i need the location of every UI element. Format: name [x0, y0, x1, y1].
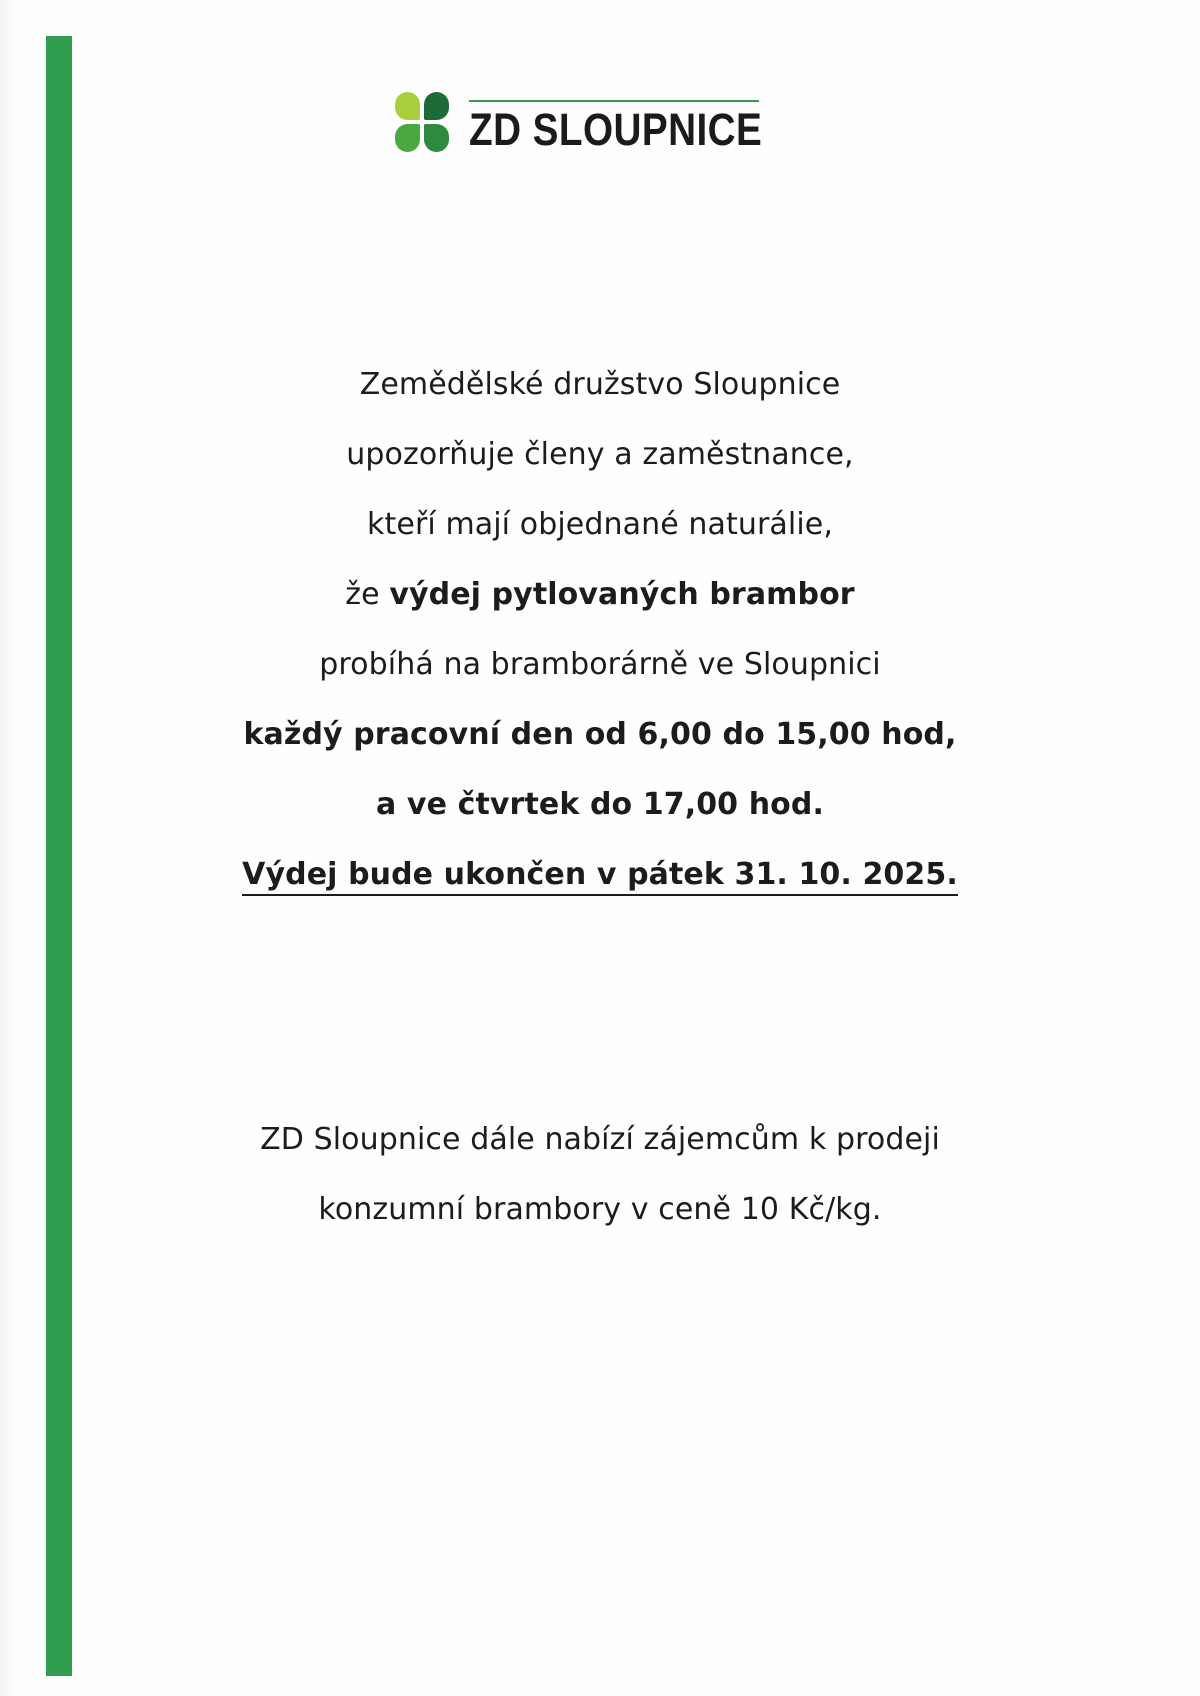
green-accent-bar [46, 36, 72, 1676]
clover-petal-top-left-icon [395, 92, 420, 120]
clover-petal-bottom-right-icon [424, 124, 449, 152]
clover-logo-icon [395, 92, 451, 154]
body-line-2: upozorňuje členy a zaměstnance, [346, 437, 854, 472]
body-line-1: Zemědělské družstvo Sloupnice [359, 367, 841, 402]
body-line-deadline [130, 840, 1070, 910]
clover-petal-top-right-icon [424, 92, 449, 120]
body-line-deadline-text: Výdej bude ukončen v pátek 31. 10. 2025. [242, 857, 958, 896]
body-line-hours-weekday: každý pracovní den od 6,00 do 15,00 hod, [243, 717, 957, 752]
scan-edge-shadow [0, 0, 22, 1696]
paragraph-spacer [130, 910, 1070, 1105]
clover-petal-bottom-left-icon [395, 124, 420, 152]
company-logo [395, 92, 810, 154]
logo-rule-divider [469, 100, 759, 102]
body-line-5: probíhá na bramborárně ve Sloupnici [319, 647, 881, 682]
body-line-4-emphasis: výdej pytlovaných brambor [389, 577, 855, 612]
body-line-4 [130, 560, 1070, 630]
body-line-hours-thursday: a ve čtvrtek do 17,00 hod. [376, 787, 824, 822]
body-line-3: kteří mají objednané naturálie, [367, 507, 833, 542]
document-body [130, 350, 1070, 1245]
body-line-offer-1: ZD Sloupnice dále nabízí zájemcům k prodeji [260, 1122, 940, 1157]
logo-wordmark: ZD SLOUPNICE [469, 104, 763, 155]
body-line-offer-2: konzumní brambory v ceně 10 Kč/kg. [318, 1192, 882, 1227]
logo-wordmark-wrap [469, 94, 810, 155]
body-line-4-prefix: že [345, 577, 390, 612]
